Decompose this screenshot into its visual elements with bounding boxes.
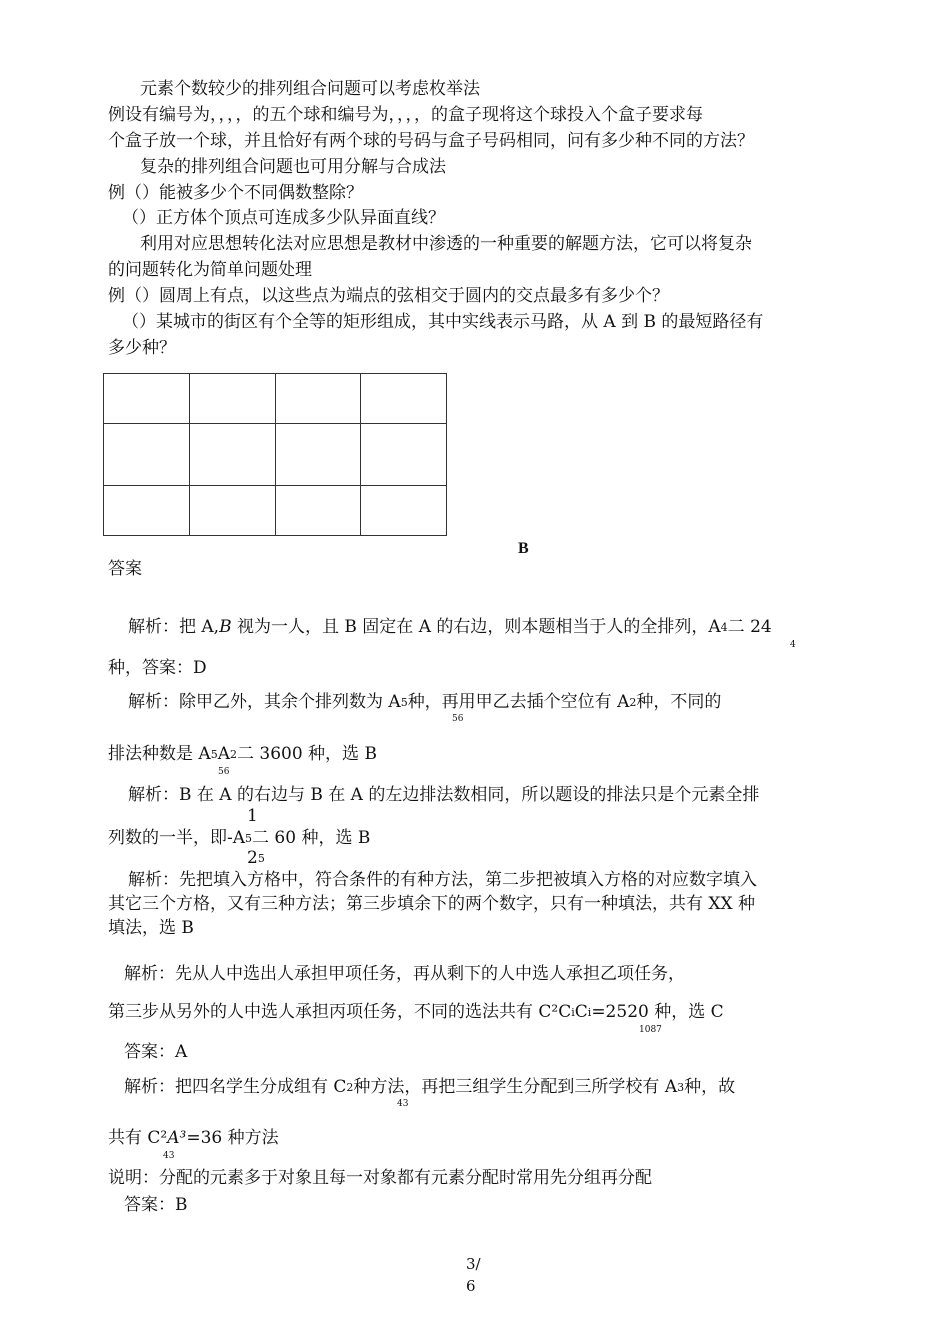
intro-line-4: 复杂的排列组合问题也可用分解与合成法: [140, 157, 446, 177]
intro-line-7: 利用对应思想转化法对应思想是教材中渗透的一种重要的解题方法，它可以将复杂: [140, 234, 752, 254]
page-total: 6: [466, 1277, 476, 1295]
intro-line-11: 多少种？: [108, 338, 176, 358]
intro-line-8: 的问题转化为简单问题处理: [108, 260, 312, 280]
solution-2-line-2: 排法种数是 A5A2⼆ 3600 种，选 B: [108, 744, 377, 764]
solution-3-line-1: 解析：B 在 A 的右边与 B 在 A 的左边排法数相同，所以题设的排法只是个元素全排: [128, 785, 760, 805]
solution-5-line-2: 第三步从另外的人中选人承担丙项任务，不同的选法共有 C²CiCi=2520 种，选 C: [108, 1002, 724, 1022]
intro-line-5: 例（）能被多少个不同偶数整除？: [108, 183, 363, 203]
intro-line-9: 例（）圆周上有点，以这些点为端点的弦相交于圆内的交点最多有多少个？: [108, 286, 669, 306]
solution-6-subscript-2: 43: [163, 1151, 175, 1161]
solution-4-line-2: 其它三个方格，又有三种方法；第三步填余下的两个数字，只有一种填法，共有 XX 种: [108, 894, 756, 914]
solution-3-fraction-denominator: 25: [247, 848, 265, 868]
intro-line-2: 例设有编号为，，，，的五个球和编号为，，，，的盒子现将这个球投入个盒子要求每: [108, 105, 703, 125]
solution-3-line-2: 列数的一半，即-A5⼆ 60 种，选 B: [108, 828, 371, 848]
solution-4-line-3: 填法，选 B: [108, 918, 194, 938]
intro-line-10: （）某城市的街区有个全等的矩形组成，其中实线表示马路，从 A 到 B 的最短路径有: [122, 312, 764, 332]
answer-a: 答案：A: [124, 1042, 188, 1062]
grid-point-b-label: B: [518, 540, 529, 557]
solution-6-line-1: 解析：把四名学生分成组有 C2种方法，再把三组学生分配到三所学校有 A3种，故: [124, 1077, 736, 1097]
street-grid: [103, 373, 447, 536]
solution-6-line-2: 共有 C²A³=36 种方法: [108, 1128, 279, 1148]
solution-2-subscript-2: 56: [218, 767, 230, 777]
solution-1-line-2: 种，答案：D: [108, 658, 207, 678]
note-line: 说明：分配的元素多于对象且每一对象都有元素分配时常用先分组再分配: [108, 1168, 652, 1188]
intro-line-1: 元素个数较少的排列组合问题可以考虑枚举法: [140, 79, 480, 99]
solution-6-subscript-1: 43: [397, 1099, 409, 1109]
answer-b: 答案：B: [124, 1195, 188, 1215]
solution-4-line-1: 解析：先把填入方格中，符合条件的有种方法，第二步把被填入方格的对应数字填入: [128, 870, 757, 890]
answer-heading: 答案: [108, 559, 142, 579]
solution-5-subscript: 1087: [639, 1025, 662, 1035]
intro-line-6: （）正方体个顶点可连成多少队异面直线？: [122, 208, 445, 228]
intro-line-3: 个盒子放一个球，并且恰好有两个球的号码与盒子号码相同，问有多少种不同的方法？: [108, 131, 754, 151]
solution-1-line-1: 解析：把 A,B 视为一人，且 B 固定在 A 的右边，则本题相当于人的全排列，A4⼆ 24: [128, 617, 772, 637]
solution-1-subscript: 4: [790, 640, 796, 650]
solution-2-line-1: 解析：除甲乙外，其余个排列数为 A5种，再用甲乙去插个空位有 A2种，不同的: [128, 692, 722, 712]
solution-2-subscript-1: 56: [452, 714, 464, 724]
solution-5-line-1: 解析：先从人中选出人承担甲项任务，再从剩下的人中选人承担乙项任务，: [124, 964, 685, 984]
page-number: 3/: [466, 1255, 481, 1273]
solution-3-fraction-numerator: 1: [247, 806, 258, 826]
